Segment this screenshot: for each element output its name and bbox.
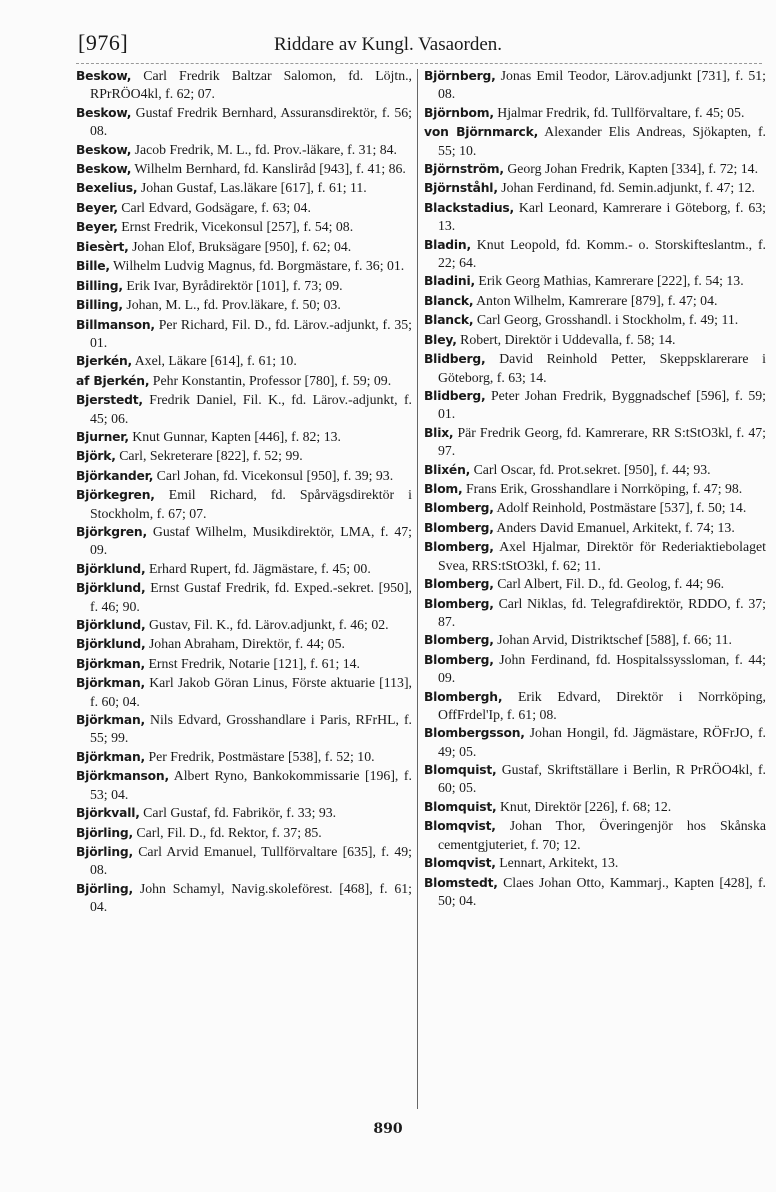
list-item [76,486,412,522]
entry-surname: Björling, [76,845,133,859]
entry-surname: Billing, [76,298,123,313]
list-item [76,257,412,275]
list-item [424,595,766,631]
list-item [424,199,766,235]
entry-details: Carl, Sekreterare [822], f. 52; 99. [119,448,303,464]
entry-details: Anders David Emanuel, Arkitekt, f. 74; 13. [496,519,735,535]
list-item [76,218,412,236]
list-item [76,352,412,370]
entry-surname: Bjerstedt, [76,393,143,408]
entry-surname: Billing, [76,278,123,293]
entry-surname: Blix, [424,425,454,440]
list-item [424,874,766,910]
list-item [76,579,412,615]
entry-details: Carl Georg, Grosshandl. i Stockholm, f. 49; 11. [476,312,739,328]
list-item [76,804,412,822]
entry-details: Wilhelm Ludvig Magnus, fd. Borgmästare, f. 36; 01. [113,258,405,274]
list-item [76,296,412,314]
entry-details: Per Richard, Fil. D., fd. Lärov.-adjunkt, f. 35; 01. [90,316,413,350]
entry-details: Anton Wilhelm, Kamrerare [879], f. 47; 04. [476,292,718,308]
entry-surname: Blomqvist, [424,856,496,871]
entry-details: Johan Abraham, Direktör, f. 44; 05. [148,636,345,652]
list-item [424,236,766,272]
list-item [76,179,412,197]
entry-surname: Beskow, [76,142,132,157]
entry-details: Axel, Läkare [614], f. 61; 10. [134,353,297,369]
entry-surname: Billmanson, [76,317,155,332]
list-item [424,761,766,797]
list-item [424,688,766,724]
entry-details: Per Fredrik, Postmästare [538], f. 52; 10. [148,748,375,764]
entry-details: Johan Elof, Bruksägare [950], f. 62; 04. [132,238,352,254]
entry-details: Erik Georg Mathias, Kamrerare [222], f. 54; 13. [478,273,744,289]
entry-surname: Blom, [424,481,463,496]
entry-details: Jonas Emil Teodor, Lärov.adjunkt [731], f. 51; 08. [438,68,767,102]
entry-details: Gustaf Fredrik Bernhard, Assuransdirektör, f. 56; 08. [90,104,413,139]
list-item [424,817,766,853]
entry-surname: Blombergh, [424,689,503,704]
entry-details: Albert Ryno, Bankokommissarie [196], f. 53; 04. [90,768,412,802]
entry-details: Fredrik Daniel, Fil. K., fd. Lärov.-adjunkt, f. 45; 06. [90,392,412,426]
entry-surname: Björkmanson, [76,769,169,784]
entry-details: John Schamyl, Navig.skoleförest. [468], f. 61; 04. [90,880,413,915]
entry-surname: Blixén, [424,462,471,477]
list-item [424,424,766,460]
entry-details: Claes Johan Otto, Kammarj., Kapten [428], f. 50; 04. [438,874,767,908]
entry-details: Erik Ivar, Byrådirektör [101], f. 73; 09. [126,277,343,293]
list-item [76,523,412,559]
entry-surname: Beskow, [76,162,132,176]
page-title: Riddare av Kungl. Vasaorden. [273,34,503,55]
header-rule [76,63,762,64]
entry-details: Carl Johan, fd. Vicekonsul [950], f. 39; 93. [156,467,394,483]
entry-surname: Björkman, [76,713,146,728]
entry-details: Nils Edvard, Grosshandlare i Paris, RFrHL, f. 55; 99. [90,712,412,746]
entry-surname: Bille, [76,259,110,274]
entry-surname: Blidberg, [424,388,486,403]
entry-surname: Björnbom, [424,105,494,120]
page-header [0,28,776,64]
list-item [424,331,766,349]
list-item [424,160,766,178]
list-item [76,616,412,634]
entry-surname: Beskow, [76,69,132,83]
list-item [76,316,412,352]
entry-details: Hjalmar Fredrik, fd. Tullförvaltare, f. 45; 05. [497,104,745,120]
entry-details: Carl Arvid Emanuel, Tullförvaltare [635], f. 49; 08. [90,844,412,878]
entry-details: Gustaf, Skriftställare i Berlin, R PrRÖO4kl, f. 60; 05. [438,762,766,796]
list-item [424,67,766,103]
entry-surname: Blomberg, [424,633,494,648]
entry-surname: Blomquist, [424,799,497,814]
list-item [76,447,412,465]
entry-details: Johan, M. L., fd. Prov.läkare, f. 50; 03. [126,297,341,313]
list-item [76,372,412,390]
list-item [424,179,766,197]
list-item [76,635,412,653]
list-item [76,655,412,673]
list-item [424,575,766,593]
list-item [76,560,412,578]
list-item [424,519,766,537]
entry-surname: Björnståhl, [424,181,498,196]
list-item [424,724,766,760]
entry-surname: Biesèrt, [76,239,129,254]
list-item [76,141,412,159]
entry-details: John Ferdinand, fd. Hospitalssyssloman, f. 44; 09. [438,651,766,686]
list-item [424,854,766,872]
entry-details: Karl Jakob Göran Linus, Förste aktuarie [113], f. 60; 04. [90,675,412,709]
list-item [76,67,412,103]
entry-surname: Blomstedt, [424,875,498,890]
footer-page-number: 890 [373,1121,403,1137]
entry-surname: Blomberg, [424,652,494,667]
page-number: [976] [78,30,129,55]
list-item [424,311,766,329]
entry-surname: Blomberg, [424,577,494,592]
entry-details: Axel Hjalmar, Direktör för Rederiaktiebolaget Svea, RRS:tStO3kl, f. 62; 11. [438,539,766,573]
list-item [424,123,766,159]
entry-details: Pehr Konstantin, Professor [780], f. 59; 09. [152,372,392,388]
entry-details: Carl, Fil. D., fd. Rektor, f. 37; 85. [136,824,322,840]
entry-details: Johan Arvid, Distriktschef [588], f. 66; 11. [497,632,732,648]
list-item [76,199,412,217]
column-divider [417,69,418,1109]
list-item [76,238,412,256]
entry-surname: Björkman, [76,749,146,764]
entry-details: Carl Oscar, fd. Prot.sekret. [950], f. 44; 93. [473,461,711,477]
list-item [424,350,766,386]
list-item [76,104,412,140]
list-item [76,277,412,295]
entry-details: Knut Leopold, fd. Komm.- o. Storskifteslantm., f. 22; 64. [438,236,766,270]
entry-details: Wilhelm Bernhard, fd. Kansliråd [943], f. 41; 86. [134,161,406,176]
entry-surname: Björling, [76,881,133,896]
entry-surname: Björkvall, [76,806,140,821]
list-item [76,160,412,178]
entry-surname: Bexelius, [76,181,138,196]
entry-details: Frans Erik, Grosshandlare i Norrköping, f. 47; 98. [465,480,743,496]
entry-surname: Björklund, [76,637,146,652]
entry-surname: Björnberg, [424,69,496,83]
list-item [424,798,766,816]
entry-details: Knut Gunnar, Kapten [446], f. 82; 13. [132,428,341,444]
entry-surname: Björkman, [76,656,146,671]
entry-details: Adolf Reinhold, Postmästare [537], f. 50; 14. [496,500,747,516]
entry-details: Peter Johan Fredrik, Byggnadschef [596], f. 59; 01. [438,387,767,422]
entry-details: Carl Fredrik Baltzar Salomon, fd. Löjtn., RPrRÖO4kl, f. 62; 07. [90,68,412,102]
entry-details: Erhard Rupert, fd. Jägmästare, f. 45; 00. [148,560,371,576]
entry-details: Ernst Fredrik, Notarie [121], f. 61; 14. [148,655,360,671]
list-item [424,631,766,649]
left-column [76,67,412,917]
list-item [76,391,412,427]
entry-surname: af Bjerkén, [76,373,150,388]
entry-surname: Björkman, [76,676,146,691]
entry-details: Gustaf Wilhelm, Musikdirektör, LMA, f. 47; 09. [90,524,413,558]
list-item [424,387,766,423]
entry-details: Jacob Fredrik, M. L., fd. Prov.-läkare, f. 31; 84. [134,141,397,157]
list-item [76,880,412,916]
entry-details: Emil Richard, fd. Spårvägsdirektör i Stockholm, f. 67; 07. [90,487,412,521]
entry-details: Pär Fredrik Georg, fd. Kamrerare, RR S:tStO3kl, f. 47; 97. [438,424,766,459]
entry-surname: Björklund, [76,561,146,576]
entry-details: Johan Gustaf, Las.läkare [617], f. 61; 11. [140,180,367,196]
entry-details: Alexander Elis Andreas, Sjökapten, f. 55; 10. [438,124,766,158]
entry-details: Erik Edvard, Direktör i Norrköping, OffFrdel'Ip, f. 61; 08. [438,688,766,722]
entry-surname: Bjurner, [76,429,129,444]
entry-surname: Blanck, [424,293,474,308]
entry-details: Knut, Direktör [226], f. 68; 12. [499,798,672,814]
entry-surname: Blombergsson, [424,726,525,741]
entry-surname: Blomberg, [424,501,494,516]
entry-surname: Björling, [76,825,133,840]
list-item [76,748,412,766]
entry-details: Georg Johan Fredrik, Kapten [334], f. 72; 14. [507,161,759,176]
list-item [76,843,412,879]
entry-surname: Bjerkén, [76,354,133,369]
entry-surname: Blomquist, [424,763,497,778]
entry-surname: Björkegren, [76,488,155,503]
entry-surname: Björk, [76,449,116,464]
list-item [424,272,766,290]
entry-surname: Bley, [424,332,457,347]
entry-surname: Björklund, [76,581,146,596]
list-item [76,824,412,842]
entry-details: Carl Albert, Fil. D., fd. Geolog, f. 44; 96. [497,576,725,592]
list-item [424,104,766,122]
entry-details: Karl Leonard, Kamrerare i Göteborg, f. 63; 13. [438,199,767,234]
entry-surname: Björkgren, [76,525,147,540]
list-item [76,767,412,803]
entry-surname: Beyer, [76,220,118,235]
entry-details: Johan Thor, Överingenjör hos Skånska cementgjuteriet, f. 70; 12. [438,818,766,852]
list-item [424,538,766,574]
entry-details: David Reinhold Petter, Skeppsklarerare i Göteborg, f. 63; 14. [438,351,766,385]
entry-details: Ernst Gustaf Fredrik, fd. Exped.-sekret. [950], f. 46; 90. [90,580,412,614]
entry-surname: Björkander, [76,468,154,483]
entry-details: Carl Gustaf, fd. Fabrikör, f. 33; 93. [143,805,337,821]
entry-surname: Blidberg, [424,352,486,367]
list-item [424,480,766,498]
list-item [424,651,766,687]
entry-surname: Blomberg, [424,520,494,535]
entry-surname: Blomberg, [424,540,494,555]
entry-surname: Blomqvist, [424,819,496,834]
entry-details: Robert, Direktör i Uddevalla, f. 58; 14. [460,331,676,347]
list-item [76,711,412,747]
entry-surname: Beskow, [76,105,132,120]
entry-surname: Blanck, [424,313,474,328]
list-item [76,467,412,485]
entry-surname: Blomberg, [424,596,494,611]
entry-details: Carl Edvard, Godsägare, f. 63; 04. [121,199,311,215]
list-item [76,674,412,710]
entry-details: Ernst Fredrik, Vicekonsul [257], f. 54; 08. [121,219,354,235]
entry-surname: Blackstadius, [424,200,515,215]
entry-details: Lennart, Arkitekt, 13. [499,855,619,871]
entry-surname: Beyer, [76,200,118,215]
entry-surname: von Björnmarck, [424,125,539,140]
entry-details: Johan Hongil, fd. Jägmästare, RÖFrJO, f. 49; 05. [438,725,766,759]
entry-details: Johan Ferdinand, fd. Semin.adjunkt, f. 47; 12. [501,180,755,196]
entry-surname: Bladin, [424,237,471,252]
list-item [424,461,766,479]
right-column [424,67,766,910]
entry-surname: Björklund, [76,618,146,633]
list-item [76,428,412,446]
entry-details: Carl Niklas, fd. Telegrafdirektör, RDDO, f. 37; 87. [438,595,767,629]
list-item [424,499,766,517]
entry-surname: Björnström, [424,162,504,176]
entry-surname: Bladini, [424,274,475,289]
list-item [424,292,766,310]
entry-columns [76,67,766,1142]
entry-details: Gustav, Fil. K., fd. Lärov.adjunkt, f. 46; 02. [148,617,389,633]
